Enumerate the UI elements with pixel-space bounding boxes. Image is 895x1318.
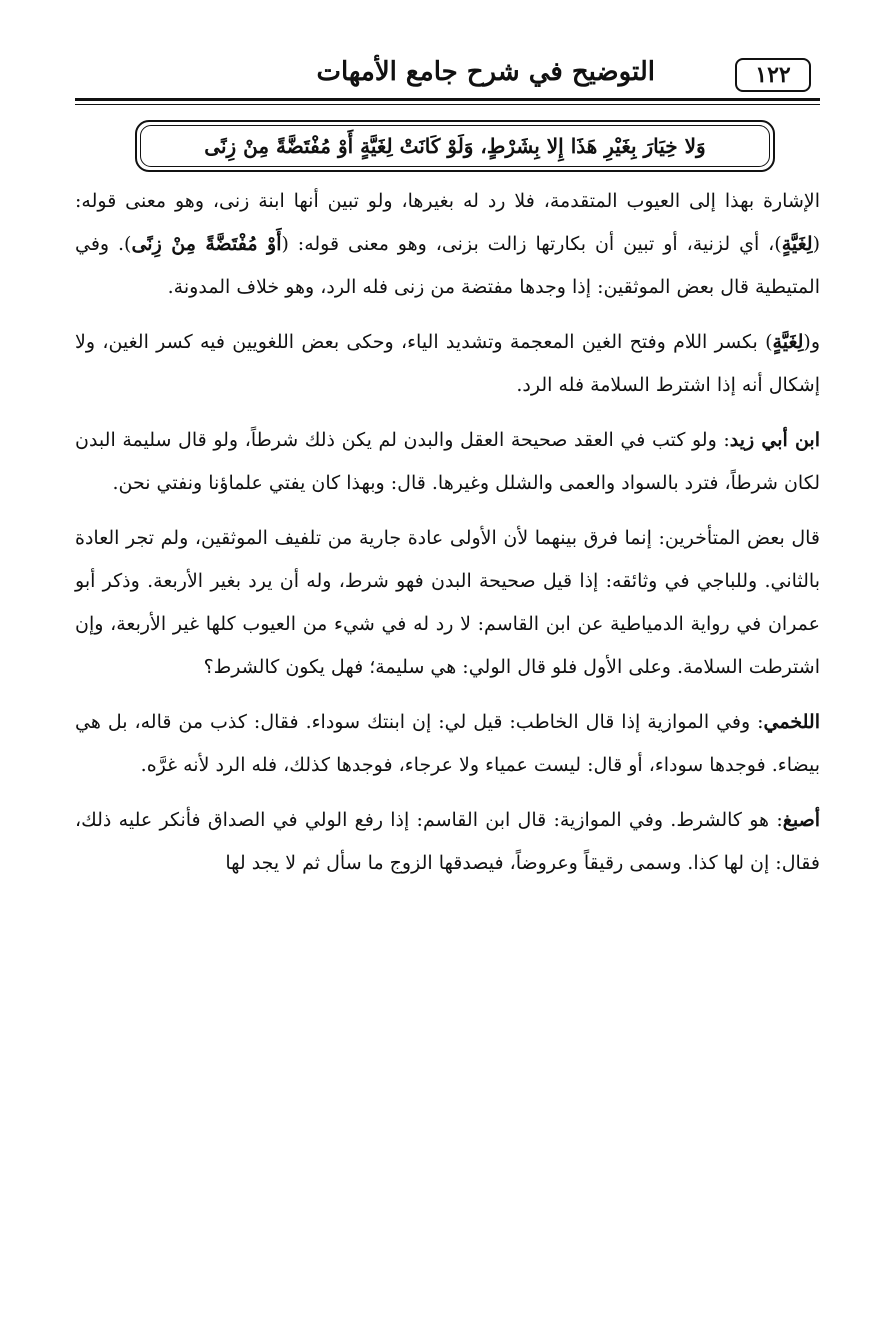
commentary-paragraph <box>75 180 820 309</box>
header-rule <box>75 98 820 101</box>
bold-term: لِغَيَّةٍ <box>781 233 813 255</box>
paragraph-text: ). وفي المتيطية قال بعض الموثقين: إذا وجدها مفتضة من زنى فله الرد، وهو خلاف المدونة. <box>75 233 820 298</box>
paragraph-text: )، أي لزنية، أو تبين أن بكارتها زالت بزنى، وهو معنى قوله: ( <box>281 233 782 255</box>
bold-term: اللخمي <box>763 711 820 733</box>
paragraph-text: الإشارة بهذا إلى العيوب المتقدمة، فلا رد له بغيرها، ولو تبين أنها ابنة زنى، وهو معنى قوله: ( <box>75 190 820 255</box>
matn-text-box: وَلا خِيَارَ بِغَيْرِ هَذَا إِلا بِشَرْطٍ، وَلَوْ كَانَتْ لِغَيَّةٍ أَوْ مُفْتَضَّةً مِنْ زِنًى <box>135 120 775 172</box>
bold-term: أَوْ مُفْتَضَّةً مِنْ زِنًى <box>131 233 282 255</box>
commentary-paragraph <box>75 321 820 407</box>
page-number: ١٢٢ <box>735 58 811 92</box>
running-header-title: التوضيح في شرح جامع الأمهات <box>316 57 655 87</box>
commentary-paragraph <box>75 517 820 689</box>
commentary-body <box>75 180 820 897</box>
header-rule-thin <box>75 104 820 105</box>
commentary-paragraph <box>75 419 820 505</box>
paragraph-text: و( <box>803 331 820 353</box>
commentary-paragraph <box>75 701 820 787</box>
paragraph-text: : ولو كتب في العقد صحيحة العقل والبدن لم يكن ذلك شرطاً، ولو قال سليمة البدن لكان شرطاً، فترد بالسواد والعمى والشلل وغيرها. قال: وبهذا كان يفتي علماؤنا ونفتي نحن. <box>75 429 820 494</box>
paragraph-text: : وفي الموازية إذا قال الخاطب: قيل لي: إن ابنتك سوداء. فقال: كذب من قاله، بل هي بيضاء. فوجدها سوداء، أو قال: ليست عمياء ولا عرجاء، فوجدها كذلك، فله الرد لأنه غرَّه. <box>75 711 820 776</box>
paragraph-text: ) بكسر اللام وفتح الغين المعجمة وتشديد الياء، وحكى بعض اللغويين فيه كسر الغين، ولا إشكال أنه إذا اشترط السلامة فله الرد. <box>75 331 820 396</box>
bold-term: ابن أبي زيد <box>729 429 820 451</box>
paragraph-text: قال بعض المتأخرين: إنما فرق بينهما لأن الأولى عادة جارية من تلفيف الموثقين، ولم تجر العادة بالثاني. وللباجي في وثائقه: إذا قيل صحيحة البدن فهو شرط، وله أن يرد بغير الأربعة. وذكر أبو عمران في رواية الدمياطية عن ابن القاسم: لا رد له في شيء من العيوب كلها غير الأربعة، وإن اشترطت السلامة. وعلى الأول فلو قال الولي: هي سليمة؛ فهل يكون كالشرط؟ <box>75 527 820 678</box>
paragraph-text: : هو كالشرط. وفي الموازية: قال ابن القاسم: إذا رفع الولي في الصداق فأنكر عليه ذلك، فقال: إن لها كذا. وسمى رقيقاً وعروضاً، فيصدقها الزوج ما سأل ثم لا يجد لها <box>75 809 820 874</box>
commentary-paragraph <box>75 799 820 885</box>
bold-term: أصبغ <box>782 809 820 831</box>
bold-term: لِغَيَّةٍ <box>772 331 804 353</box>
